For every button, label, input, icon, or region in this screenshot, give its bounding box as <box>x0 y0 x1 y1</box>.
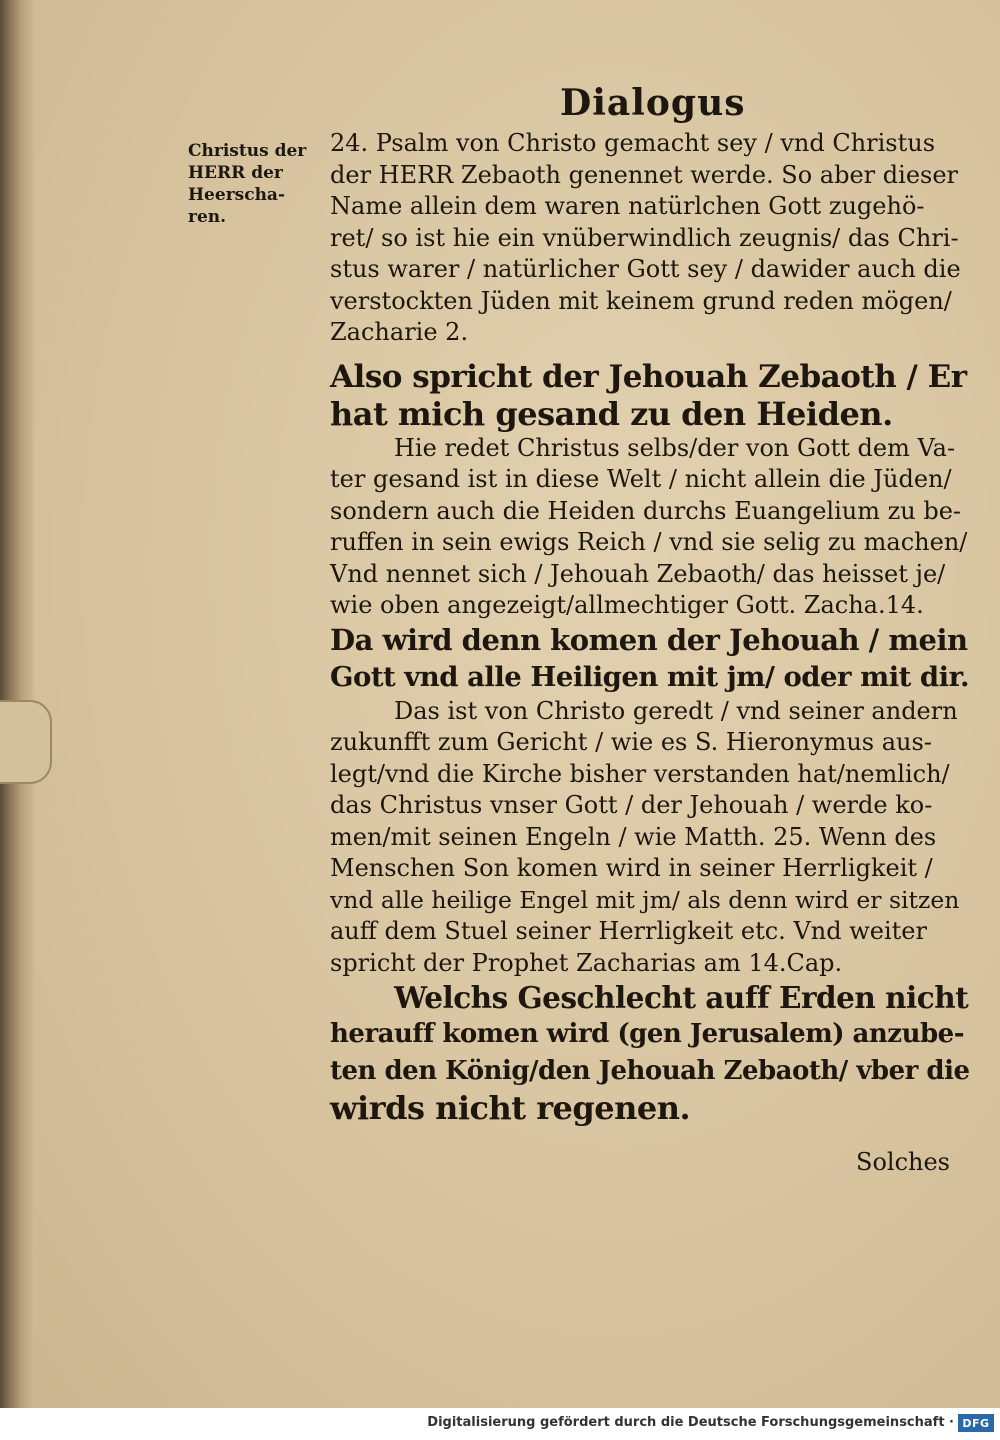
text-line: vnd alle heilige Engel mit jm/ als denn wird er sitzen <box>330 885 960 914</box>
text-line: Zacharie 2. <box>330 318 469 346</box>
paragraph <box>330 433 970 622</box>
text-line: Hie redet Christus selbs/der von Gott dem Va- <box>394 433 956 462</box>
text-line: auff dem Stuel seiner Herrligkeit etc. Vnd weiter <box>330 917 927 945</box>
page-tab-marker <box>0 700 52 784</box>
text-line: das Christus vnser Gott / der Jehouah / werde ko- <box>330 791 933 819</box>
text-line: ruffen in sein ewigs Reich / vnd sie selig zu machen/ <box>330 528 968 556</box>
quote-line: Gott vnd alle Heiligen mit jm/ oder mit dir. <box>330 660 970 693</box>
text-line: wie oben angezeigt/allmechtiger Gott. Zacha.14. <box>330 591 924 619</box>
paragraph <box>330 128 970 349</box>
quote-line: wirds nicht regenen. <box>330 1089 691 1127</box>
text-line: Menschen Son komen wird in seiner Herrligkeit / <box>330 854 933 882</box>
text-line: zukunfft zum Gericht / wie es S. Hieronymus aus- <box>330 728 932 756</box>
dfg-logo: DFG <box>958 1414 994 1432</box>
text-line: 24. Psalm von Christo gemacht sey / vnd Christus <box>330 129 936 157</box>
text-line: verstockten Jüden mit keinem grund reden mögen/ <box>330 286 952 315</box>
text-line: Vnd nennet sich / Jehouah Zebaoth/ das heisset je/ <box>330 559 946 588</box>
text-line: ter gesand ist in diese Welt / nicht allein die Jüden/ <box>330 465 952 493</box>
text-line: der HERR Zebaoth genennet werde. So aber dieser <box>330 160 959 189</box>
margin-note-line: Heerscha- <box>188 185 286 205</box>
main-text <box>330 128 970 1127</box>
text-line: men/mit seinen Engeln / wie Matth. 25. Wenn des <box>330 822 937 851</box>
margin-note-line: Christus der <box>188 141 307 161</box>
text-line: legt/vnd die Kirche bisher verstanden hat/nemlich/ <box>330 759 950 788</box>
running-head: Dialogus <box>560 82 746 124</box>
quote-line: ten den König/den Jehouah Zebaoth/ vber die <box>330 1056 970 1086</box>
quote-line: Also spricht der Jehouah Zebaoth / Er <box>330 358 967 395</box>
text-line: stus warer / natürlicher Gott sey / dawider auch die <box>330 255 961 283</box>
text-line: sondern auch die Heiden durchs Euangelium zu be- <box>330 496 962 525</box>
text-line: ret/ so ist hie ein vnüberwindlich zeugnis/ das Chri- <box>330 223 959 252</box>
quote-line: herauff komen wird (gen Jerusalem) anzube- <box>330 1019 964 1049</box>
quote-line: hat mich gesand zu den Heiden. <box>330 394 893 433</box>
text-line: Das ist von Christo geredt / vnd seiner andern <box>394 696 958 725</box>
text-line: spricht der Prophet Zacharias am 14.Cap. <box>330 948 843 977</box>
quote-line: Da wird denn komen der Jehouah / mein <box>330 622 968 657</box>
footer-bar <box>0 1408 1000 1440</box>
text-line: Name allein dem waren natürlchen Gott zugehö- <box>330 192 925 220</box>
funding-credit: Digitalisierung gefördert durch die Deutsche Forschungsgemeinschaft · <box>427 1415 954 1430</box>
margin-note <box>188 140 338 228</box>
scripture-quote <box>330 622 970 696</box>
catchword: Solches <box>856 1148 950 1176</box>
paragraph <box>330 696 970 980</box>
scripture-quote <box>330 979 970 1127</box>
margin-note-line: HERR der <box>188 163 283 183</box>
scripture-quote <box>330 359 970 433</box>
quote-line: Welchs Geschlecht auff Erden nicht <box>394 980 969 1015</box>
margin-note-line: ren. <box>188 207 227 227</box>
